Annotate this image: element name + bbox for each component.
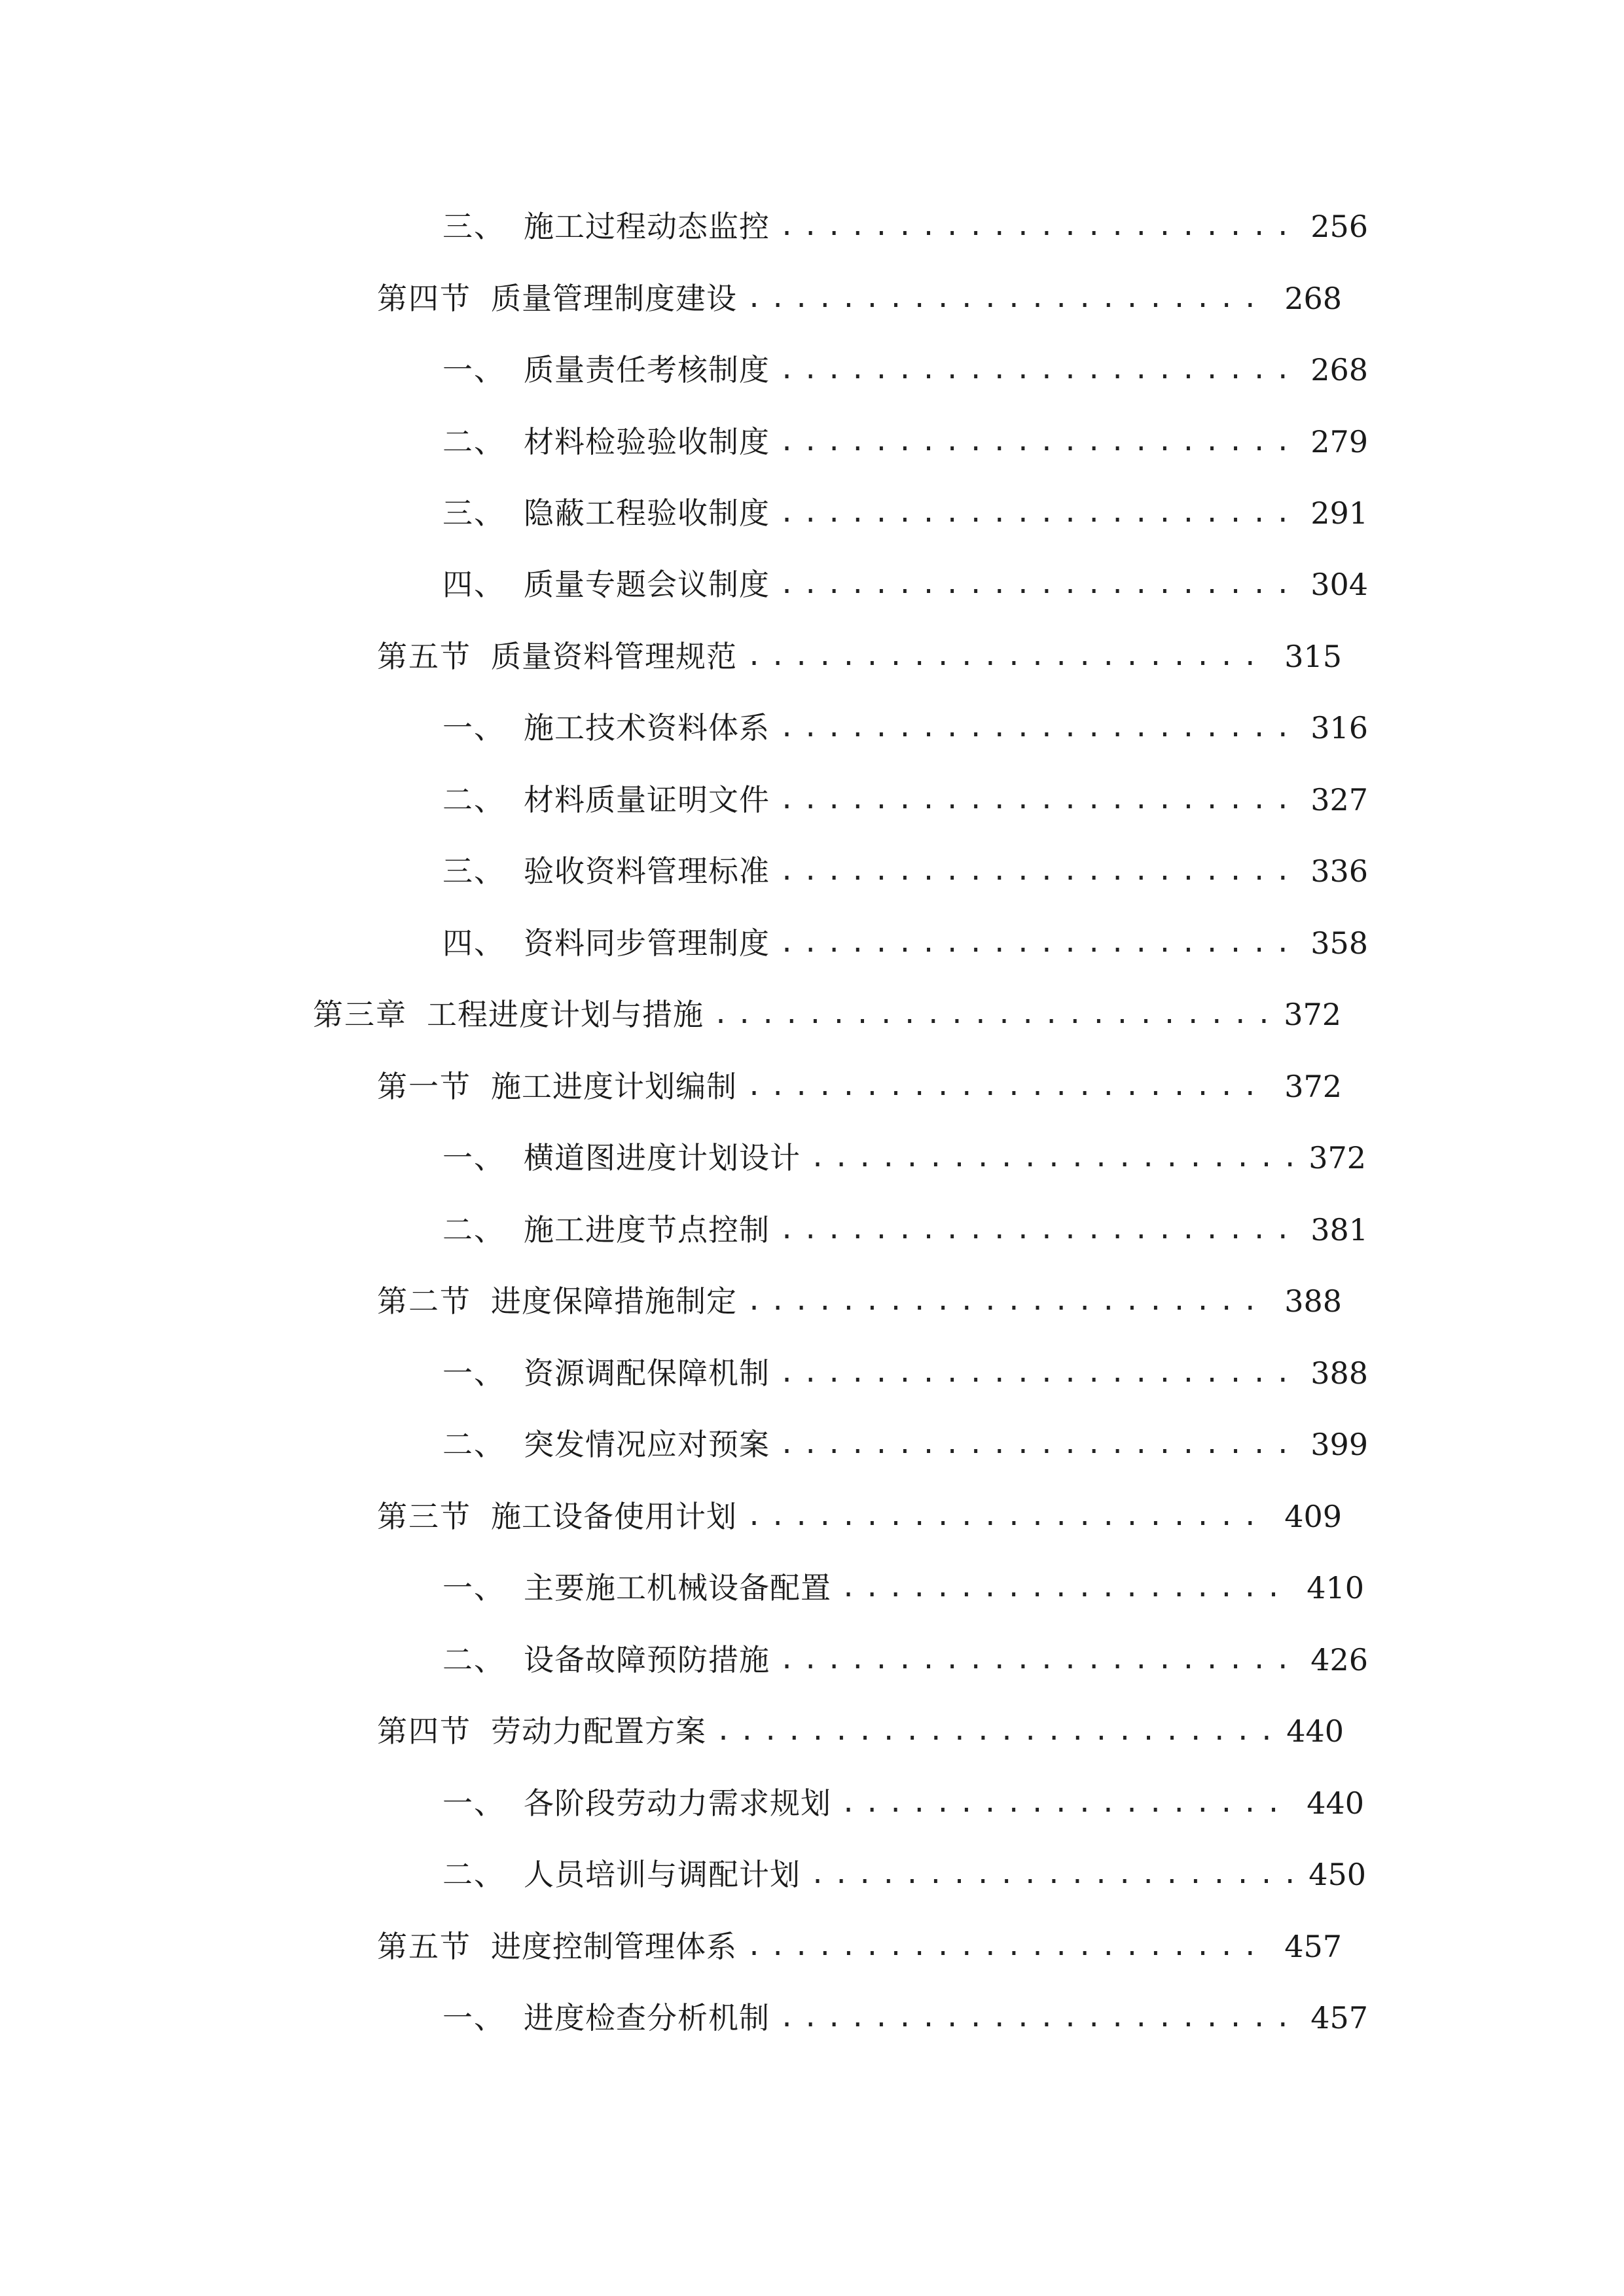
dot-leader (746, 1282, 1270, 1321)
toc-entry[interactable] (0, 904, 1368, 963)
toc-entry-page: 399 (1310, 1427, 1368, 1462)
toc-entry-page: 388 (1310, 1355, 1368, 1391)
toc-entry-number: 第五节 (377, 639, 471, 674)
toc-entry-number: 第四节 (377, 1713, 471, 1749)
dot-leader (746, 637, 1270, 676)
toc-entry-number: 四、 (442, 925, 505, 961)
toc-entry-title: 设备故障预防措施 (524, 1642, 770, 1677)
toc-entry-number: 第五节 (377, 1929, 471, 1964)
toc-entry-title: 进度保障措施制定 (491, 1283, 737, 1319)
toc-entry-page: 304 (1310, 567, 1368, 602)
toc-entry-title: 质量专题会议制度 (524, 567, 770, 602)
dot-leader (779, 1640, 1296, 1679)
toc-entry-page: 268 (1284, 281, 1342, 316)
dot-leader (840, 1784, 1292, 1823)
toc-entry-number: 三、 (442, 209, 505, 244)
dot-leader (810, 1855, 1294, 1894)
toc-entry-page: 315 (1284, 639, 1342, 674)
toc-entry-title: 施工进度节点控制 (524, 1212, 770, 1247)
toc-entry[interactable] (0, 259, 1342, 318)
toc-entry-title: 资料同步管理制度 (524, 925, 770, 961)
toc-entry[interactable] (0, 1262, 1342, 1321)
toc-entry-number: 三、 (442, 495, 505, 531)
toc-entry-title: 质量管理制度建设 (491, 281, 737, 316)
dot-leader (715, 1712, 1272, 1751)
toc-entry-title: 突发情况应对预案 (524, 1427, 770, 1462)
toc-entry-number: 一、 (442, 1570, 505, 1605)
toc-entry-title: 质量责任考核制度 (524, 352, 770, 387)
toc-entry[interactable] (0, 403, 1368, 461)
dot-leader (779, 708, 1296, 747)
toc-entry-page: 291 (1310, 495, 1368, 531)
toc-entry[interactable] (0, 1979, 1368, 2037)
dot-leader (779, 852, 1296, 891)
toc-entry[interactable] (0, 617, 1342, 676)
toc-entry-page: 316 (1310, 710, 1368, 745)
toc-entry-page: 440 (1286, 1713, 1344, 1749)
toc-entry-number: 一、 (442, 710, 505, 745)
toc-entry-number: 二、 (442, 1857, 505, 1892)
toc-entry[interactable] (0, 1405, 1368, 1464)
toc-entry-page: 381 (1310, 1212, 1368, 1247)
toc-entry-number: 一、 (442, 2000, 505, 2036)
toc-entry-number: 三、 (442, 853, 505, 889)
toc-entry-number: 二、 (442, 1212, 505, 1247)
toc-entry-number: 一、 (442, 1785, 505, 1821)
toc-entry-page: 372 (1284, 1069, 1342, 1104)
toc-entry-title: 各阶段劳动力需求规划 (524, 1785, 831, 1821)
toc-entry[interactable] (0, 1191, 1368, 1249)
toc-entry-number: 二、 (442, 1642, 505, 1677)
toc-entry-title: 横道图进度计划设计 (524, 1140, 801, 1175)
toc-entry-page: 410 (1307, 1570, 1364, 1605)
toc-entry-title: 施工设备使用计划 (491, 1499, 737, 1534)
toc-entry-page: 358 (1310, 925, 1368, 961)
toc-entry-page: 327 (1310, 782, 1368, 817)
dot-leader (746, 1927, 1270, 1966)
toc-entry[interactable] (0, 1835, 1366, 1894)
toc-entry[interactable] (0, 1477, 1342, 1536)
toc-entry[interactable] (0, 1764, 1364, 1823)
toc-entry[interactable] (0, 832, 1368, 891)
dot-leader (810, 1138, 1294, 1177)
dot-leader (779, 1210, 1296, 1249)
toc-entry-title: 材料检验验收制度 (524, 424, 770, 459)
toc-entry-page: 388 (1284, 1283, 1342, 1319)
toc-entry-page: 268 (1310, 352, 1368, 387)
toc-entry-page: 409 (1284, 1499, 1342, 1534)
toc-entry[interactable] (0, 545, 1368, 604)
dot-leader (779, 350, 1296, 389)
toc-entry[interactable] (0, 1907, 1342, 1966)
dot-leader (779, 1998, 1296, 2037)
toc-entry[interactable] (0, 1692, 1344, 1751)
toc-entry-title: 主要施工机械设备配置 (524, 1570, 831, 1605)
toc-entry-number: 二、 (442, 424, 505, 459)
toc-entry-title: 劳动力配置方案 (491, 1713, 706, 1749)
toc-entry[interactable] (0, 689, 1368, 747)
toc-entry-page: 372 (1308, 1140, 1366, 1175)
toc-entry-title: 施工进度计划编制 (491, 1069, 737, 1104)
toc-entry-page: 426 (1310, 1642, 1368, 1677)
dot-leader (840, 1568, 1292, 1607)
toc-entry-number: 二、 (442, 1427, 505, 1462)
toc-entry-title: 施工技术资料体系 (524, 710, 770, 745)
toc-entry-page: 440 (1307, 1785, 1364, 1821)
dot-leader (779, 493, 1296, 533)
toc-entry[interactable] (0, 1621, 1368, 1679)
dot-leader (779, 207, 1296, 246)
toc-entry-number: 第三章 (313, 997, 407, 1032)
toc-entry-page: 279 (1310, 424, 1368, 459)
dot-leader (779, 1354, 1296, 1393)
dot-leader (779, 780, 1296, 819)
toc-entry-number: 四、 (442, 567, 505, 602)
toc-entry[interactable] (0, 975, 1341, 1034)
toc-entry-title: 质量资料管理规范 (491, 639, 737, 674)
toc-entry-page: 336 (1310, 853, 1368, 889)
toc-entry-number: 一、 (442, 1355, 505, 1391)
dot-leader (779, 422, 1296, 461)
toc-entry-title: 验收资料管理标准 (524, 853, 770, 889)
toc-entry-page: 372 (1284, 997, 1341, 1032)
toc-entry-title: 进度控制管理体系 (491, 1929, 737, 1964)
dot-leader (779, 1425, 1296, 1464)
dot-leader (746, 1067, 1270, 1106)
toc-entry[interactable] (0, 1549, 1364, 1607)
toc-entry-number: 二、 (442, 782, 505, 817)
toc-entry-title: 工程进度计划与措施 (427, 997, 704, 1032)
toc-entry-number: 第一节 (377, 1069, 471, 1104)
toc-entry-page: 256 (1310, 209, 1368, 244)
toc-entry[interactable] (0, 1047, 1342, 1106)
dot-leader (746, 1497, 1270, 1536)
toc-entry[interactable] (0, 761, 1368, 819)
toc-entry-page: 450 (1308, 1857, 1366, 1892)
toc-entry-title: 资源调配保障机制 (524, 1355, 770, 1391)
toc-entry-number: 第三节 (377, 1499, 471, 1534)
toc-entry-number: 一、 (442, 1140, 505, 1175)
dot-leader (779, 565, 1296, 604)
toc-entry[interactable] (0, 1334, 1368, 1393)
toc-entry-number: 第二节 (377, 1283, 471, 1319)
toc-entry-title: 隐蔽工程验收制度 (524, 495, 770, 531)
dot-leader (713, 995, 1269, 1034)
toc-entry-number: 一、 (442, 352, 505, 387)
toc-entry[interactable] (0, 331, 1368, 389)
toc-entry-title: 材料质量证明文件 (524, 782, 770, 817)
toc-entry-page: 457 (1284, 1929, 1342, 1964)
dot-leader (779, 924, 1296, 963)
toc-entry-title: 进度检查分析机制 (524, 2000, 770, 2036)
toc-entry[interactable] (0, 1119, 1366, 1177)
toc-entry[interactable] (0, 474, 1368, 533)
toc-entry-title: 施工过程动态监控 (524, 209, 770, 244)
toc-entry[interactable] (0, 187, 1368, 246)
dot-leader (746, 279, 1270, 318)
toc-entry-page: 457 (1310, 2000, 1368, 2036)
toc-entry-title: 人员培训与调配计划 (524, 1857, 801, 1892)
toc-entry-number: 第四节 (377, 281, 471, 316)
